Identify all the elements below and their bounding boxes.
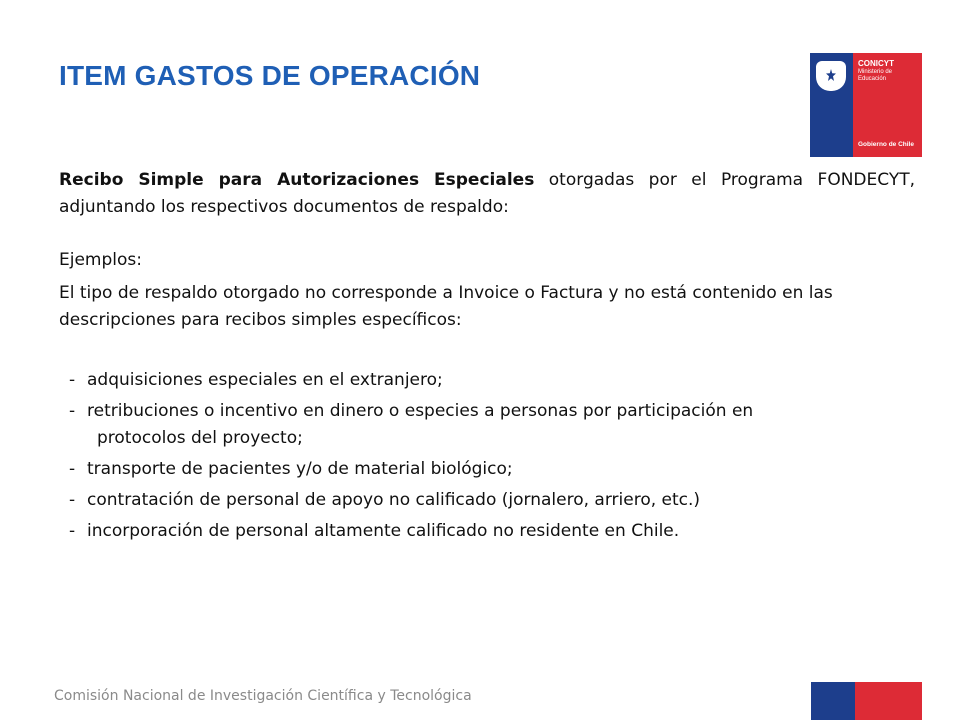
bullet-dash: - [69,401,76,421]
examples-list [59,367,915,545]
intro-paragraph [59,167,915,221]
list-item [59,398,915,452]
list-item [59,487,915,514]
intro-bold-text: Recibo Simple para Autorizaciones Especiales [59,170,535,190]
bullet-dash: - [69,459,76,479]
logo-ministry: Ministerio de Educación [858,69,893,82]
coat-of-arms-icon [816,61,846,91]
slide-body [59,167,915,549]
footer-flag-blue [811,682,855,720]
list-item-text: transporte de pacientes y/o de material biológico; [87,459,513,479]
list-item [59,367,915,394]
footer-flag [811,682,922,720]
list-item-text: retribuciones o incentivo en dinero o especies a personas por participación en [87,401,754,421]
bullet-dash: - [69,521,76,541]
footer-flag-red [855,682,922,720]
list-item-text: contratación de personal de apoyo no calificado (jornalero, arriero, etc.) [87,490,701,510]
slide-title: ITEM GASTOS DE OPERACIÓN [59,60,481,91]
bullet-dash: - [69,370,76,390]
list-item-text: incorporación de personal altamente calificado no residente en Chile. [87,521,680,541]
logo-government: Gobierno de Chile [858,141,914,148]
list-item [59,518,915,545]
footer-text: Comisión Nacional de Investigación Científica y Tecnológica [54,688,472,704]
logo-brand: CONICYT [858,59,894,68]
list-item-continuation: protocolos del proyecto; [97,428,303,448]
intro-text: otorgadas por el Programa FONDECYT, adjuntando los respectivos documentos de respaldo: [59,170,915,217]
list-item-text: adquisiciones especiales en el extranjero; [87,370,443,390]
examples-label: Ejemplos: [59,250,142,270]
bullet-dash: - [69,490,76,510]
list-item [59,456,915,483]
examples-description: El tipo de respaldo otorgado no corresponde a Invoice o Factura y no está contenido en las descripciones para recibos simples específicos: [59,283,833,330]
conicyt-logo [810,53,922,157]
